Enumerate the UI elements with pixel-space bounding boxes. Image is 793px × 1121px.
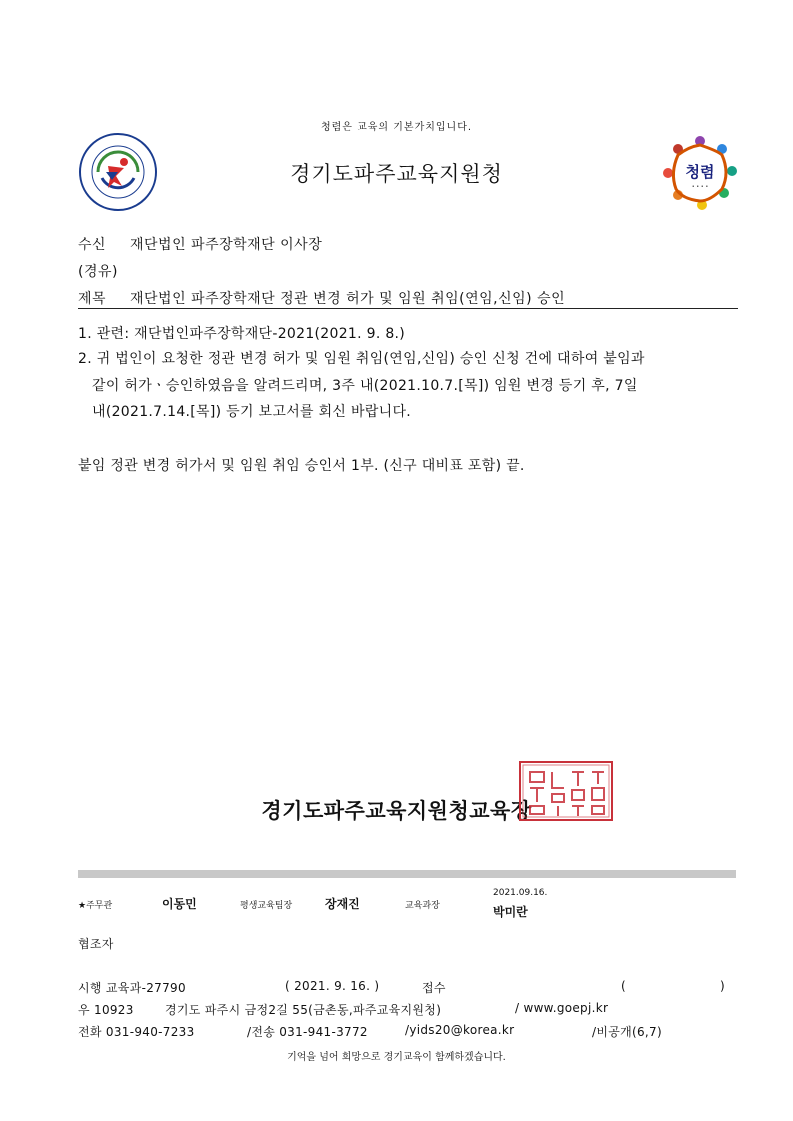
footer-disclosure: /비공개(6,7) [592,1025,662,1039]
recipient-value: 재단법인 파주장학재단 이사장 [130,237,323,253]
organization-title: 경기도파주교육지원청 [290,162,503,186]
sender-title: 경기도파주교육지원청교육장 [261,799,532,823]
content-item-2-line-2: 같이 허가ㆍ승인하였음을 알려드리며, 3주 내(2021.10.7.[목]) 임원 변경 등기 후, 7일 [92,378,638,394]
footer-tagline: 기억을 넘어 희망으로 경기교육이 함께하겠습니다. [287,1052,506,1063]
integrity-logo-icon [660,133,740,213]
footer-receipt-label: 접수 [422,981,446,995]
approval-divider-bar [78,870,736,878]
footer-receipt-open-paren: ( [621,979,626,993]
approval-name-3: 박미란 [493,905,528,919]
subject-value: 재단법인 파주장학재단 정관 변경 허가 및 임원 취임(연임,신임) 승인 [130,291,566,307]
content-item-2-line-3: 내(2021.7.14.[목]) 등기 보고서를 회신 바랍니다. [92,404,412,420]
approval-role-1: ★주무관 [78,901,113,911]
via-label: (경유) [78,264,118,280]
approval-name-2: 장재진 [325,897,360,911]
footer-enforce-date: ( 2021. 9. 16. ) [285,979,380,993]
content-item-2-line-1: 2. 귀 법인이 요청한 정관 변경 허가 및 임원 취임(연임,신임) 승인 신청 건에 대하여 붙임과 [78,351,645,367]
official-seal-icon [518,760,614,822]
approval-date-3: 2021.09.16. [493,888,548,898]
recipient-line [78,234,322,254]
footer-postal-code: 우 10923 [78,1003,134,1017]
footer-receipt-close-paren: ) [720,979,725,993]
footer-website-link[interactable]: / www.goepj.kr [515,1001,609,1015]
footer-doc-number: 시행 교육과-27790 [78,981,186,995]
footer-phone: 전화 031-940-7233 [78,1025,195,1039]
subject-divider [78,308,738,309]
approval-role-2: 평생교육팀장 [240,901,293,911]
footer-email-link[interactable]: /yids20@korea.kr [405,1023,515,1037]
slogan: 청렴은 교육의 기본가치입니다. [320,122,473,133]
svg-text:청렴: 청렴 [685,163,715,181]
footer-fax: /전송 031-941-3772 [247,1025,368,1039]
approval-name-1: 이동민 [162,897,197,911]
footer-address: 경기도 파주시 금정2길 55(금촌동,파주교육지원청) [165,1003,442,1017]
subject-line [78,288,565,308]
subject-label: 제목 [78,291,107,307]
svg-text:• • • •: • • • • [691,184,709,190]
content-item-1: 1. 관련: 재단법인파주장학재단-2021(2021. 9. 8.) [78,326,406,342]
attachment-line: 붙임 정관 변경 허가서 및 임원 취임 승인서 1부. (신구 대비표 포함) 끝. [78,458,525,474]
recipient-label: 수신 [78,237,107,253]
approval-role-3: 교육과장 [405,901,440,911]
cooperation-label: 협조자 [78,937,114,951]
